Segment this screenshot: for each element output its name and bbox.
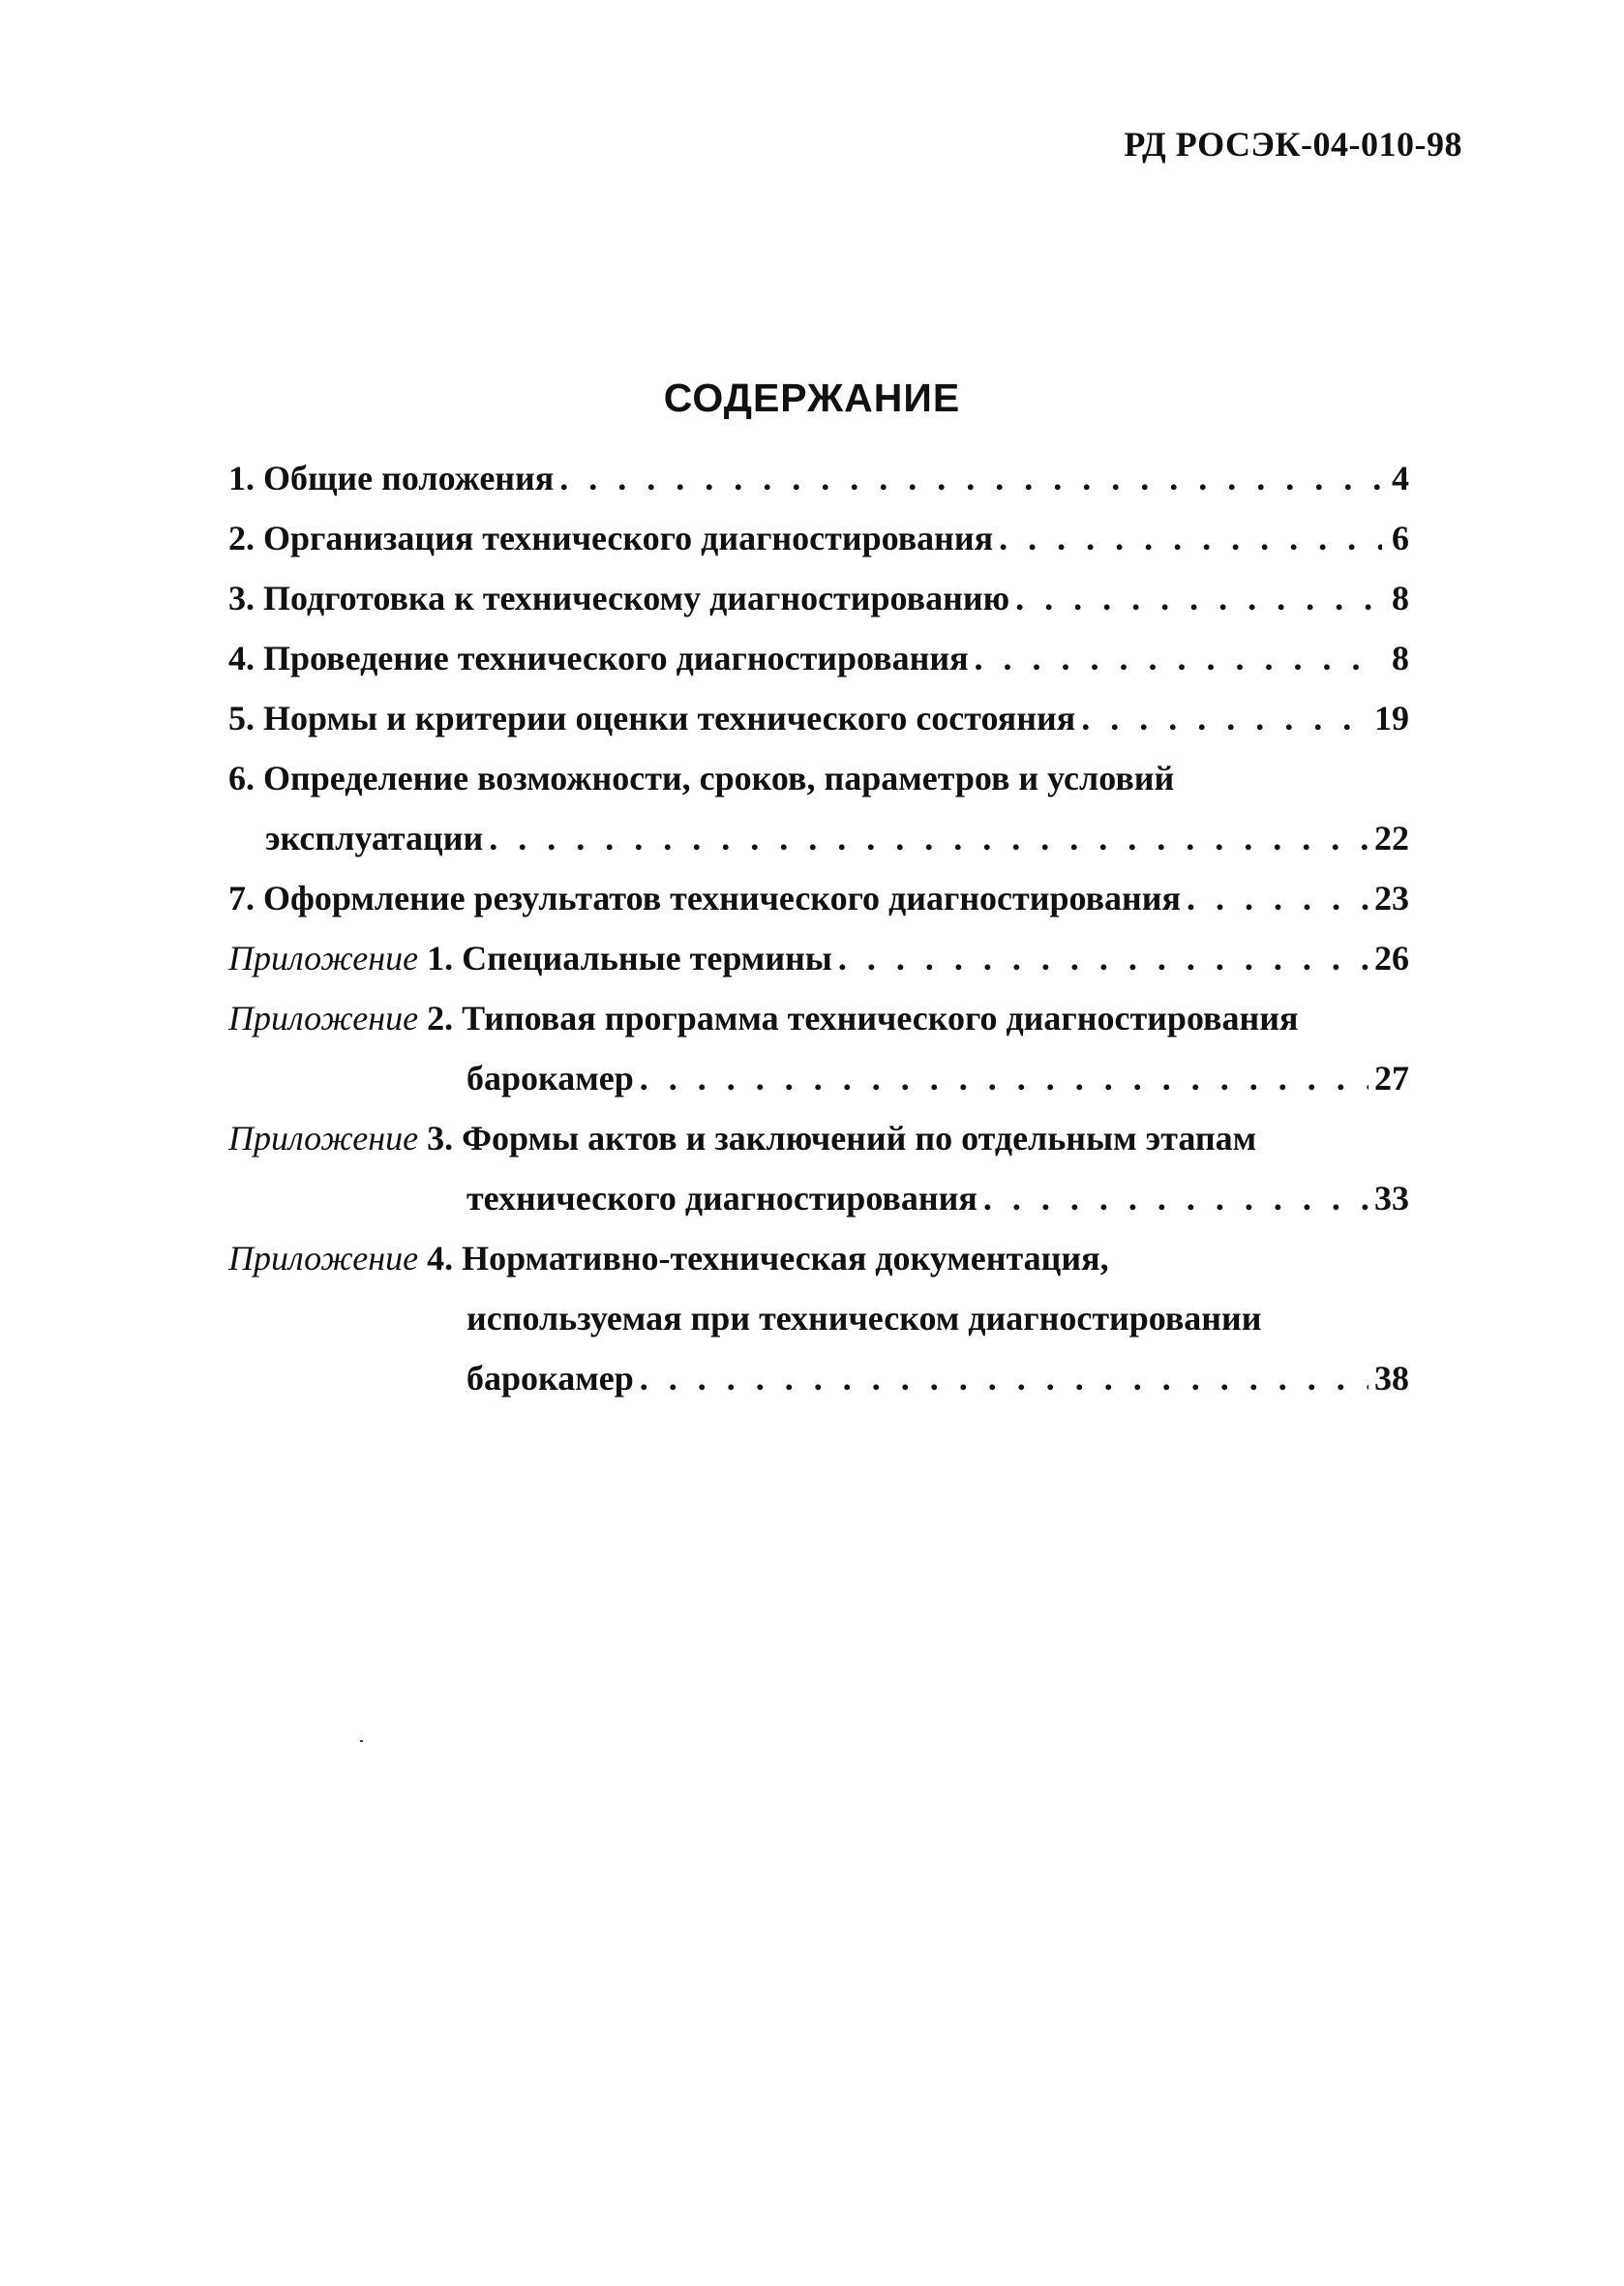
toc-page-number: 33 (1374, 1179, 1409, 1218)
appendix-prefix: Приложение (228, 1119, 419, 1158)
toc-entry-7[interactable] (228, 868, 1409, 928)
toc-entry-text: эксплуатации (265, 819, 484, 857)
toc-entry-text (228, 1108, 1256, 1168)
dot-leader (1081, 688, 1368, 748)
dot-leader (640, 1348, 1368, 1408)
toc-entry-6-continuation[interactable] (228, 808, 1409, 868)
toc-appendix-2-continuation[interactable] (228, 1048, 1409, 1108)
toc-entry-2[interactable] (228, 508, 1409, 568)
toc-entry-3[interactable] (228, 568, 1409, 628)
appendix-title: 1. Специальные термины (427, 939, 832, 978)
toc-entry-text: 2. Организация технического диагностирования (228, 519, 994, 557)
appendix-prefix: Приложение (228, 999, 419, 1038)
appendix-title: 2. Типовая программа технического диагностирования (427, 999, 1299, 1038)
toc-entry-4[interactable] (228, 628, 1409, 688)
table-of-contents (228, 448, 1409, 1408)
toc-page-number: 27 (1374, 1059, 1409, 1098)
toc-entry-text (228, 1228, 1109, 1288)
toc-entry-text (228, 928, 832, 988)
toc-entry-text: 6. Определение возможности, сроков, параметров и условий (228, 759, 1175, 797)
toc-appendix-2[interactable] (228, 988, 1409, 1048)
dot-leader (983, 1168, 1368, 1228)
toc-appendix-3-continuation[interactable] (228, 1168, 1409, 1228)
toc-page-number: 8 (1392, 639, 1409, 677)
dot-leader (999, 508, 1382, 568)
toc-page-number: 23 (1374, 879, 1409, 917)
appendix-title: 3. Формы актов и заключений по отдельным этапам (427, 1119, 1257, 1158)
document-code: РД РОСЭК-04-010-98 (1124, 125, 1462, 164)
toc-entry-text: 3. Подготовка к техническому диагностированию (228, 579, 1010, 617)
toc-page-number: 22 (1374, 819, 1409, 857)
toc-appendix-4-continuation-2[interactable] (228, 1348, 1409, 1408)
toc-page-number: 26 (1374, 939, 1409, 978)
toc-appendix-1[interactable] (228, 928, 1409, 988)
toc-entry-text: 7. Оформление результатов технического диагностирования (228, 879, 1181, 917)
appendix-prefix: Приложение (228, 939, 419, 978)
dot-leader (838, 928, 1368, 988)
toc-entry-text: технического диагностирования (466, 1179, 977, 1218)
toc-page-number: 38 (1374, 1359, 1409, 1398)
toc-page-number: 6 (1392, 519, 1409, 557)
toc-entry-text: 5. Нормы и критерии оценки технического состояния (228, 699, 1076, 737)
dot-leader (1187, 868, 1368, 928)
appendix-title: 4. Нормативно-техническая документация, (427, 1239, 1109, 1278)
toc-appendix-3[interactable] (228, 1108, 1409, 1168)
toc-title: СОДЕРЖАНИЕ (663, 376, 961, 420)
dot-leader (489, 808, 1368, 868)
toc-entry-text: барокамер (466, 1059, 634, 1098)
toc-entry-text: 4. Проведение технического диагностирования (228, 639, 969, 677)
toc-entry-6[interactable] (228, 748, 1409, 808)
dot-leader (1015, 568, 1382, 628)
toc-appendix-4[interactable] (228, 1228, 1409, 1288)
dot-leader (975, 628, 1382, 688)
toc-entry-text (228, 988, 1298, 1048)
toc-entry-text: 1. Общие положения (228, 459, 555, 497)
toc-page-number: 4 (1392, 459, 1409, 497)
appendix-prefix: Приложение (228, 1239, 419, 1278)
dot-leader (559, 448, 1382, 508)
toc-entry-5[interactable] (228, 688, 1409, 748)
toc-entry-1[interactable] (228, 448, 1409, 508)
scan-speck (360, 1740, 363, 1742)
toc-entry-text: используемая при техническом диагностировании (466, 1299, 1262, 1338)
toc-appendix-4-continuation-1[interactable] (228, 1288, 1409, 1348)
toc-page-number: 8 (1392, 579, 1409, 617)
toc-page-number: 19 (1374, 699, 1409, 737)
toc-entry-text: барокамер (466, 1359, 634, 1398)
dot-leader (640, 1048, 1368, 1108)
